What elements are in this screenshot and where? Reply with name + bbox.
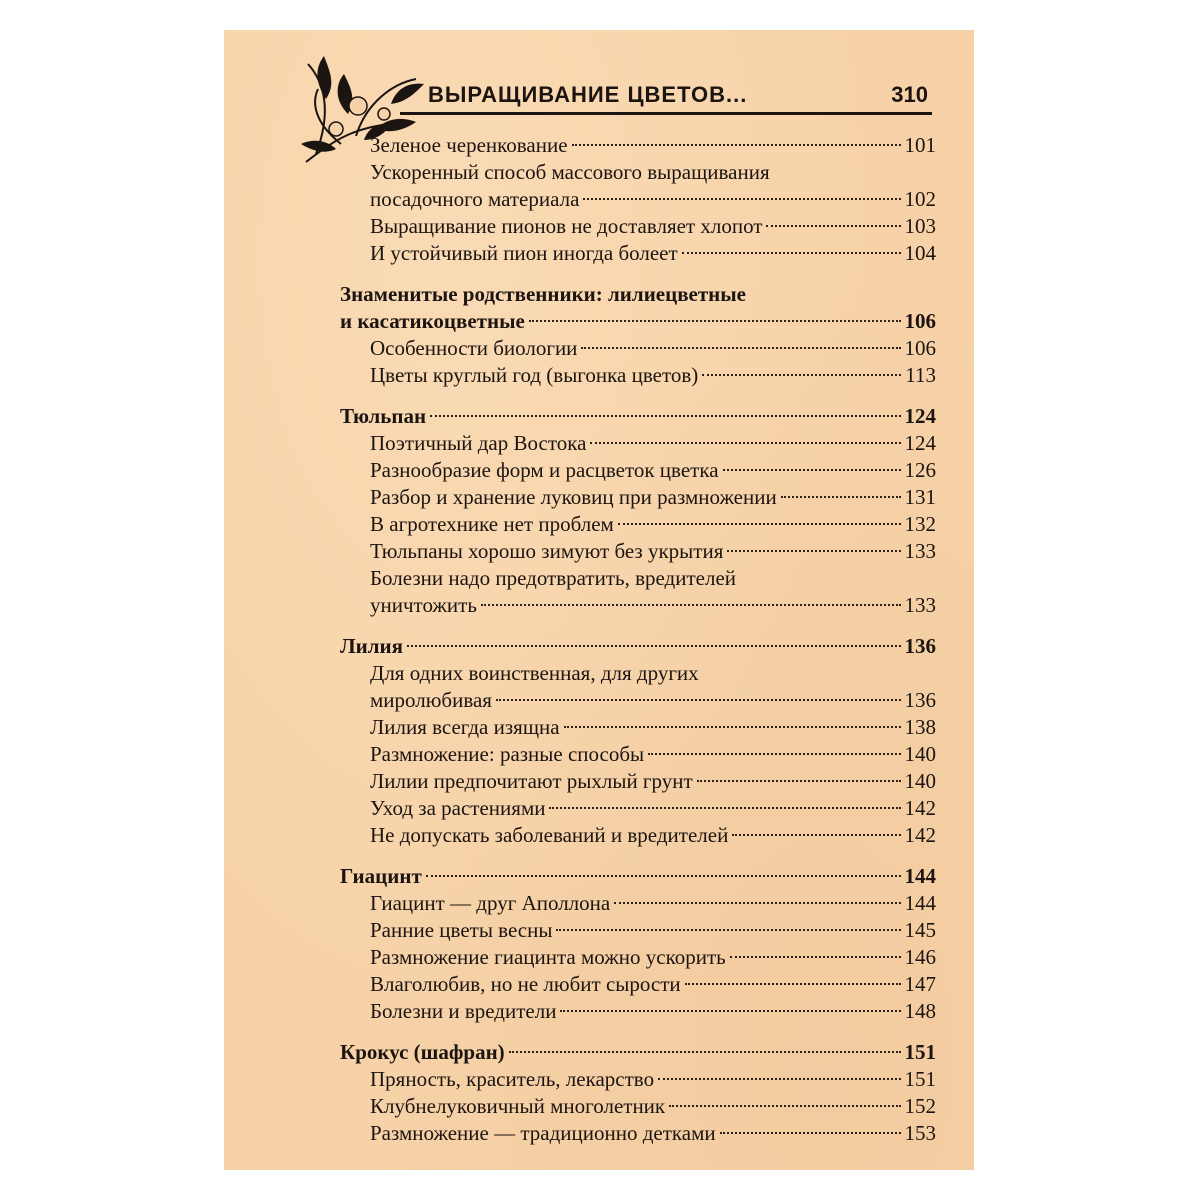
- toc-entry-title: Болезни и вредители: [370, 999, 557, 1023]
- toc-subsection-entry: [340, 511, 936, 538]
- dot-leader: [549, 807, 900, 809]
- toc-page-number: 142: [904, 823, 936, 847]
- toc-subsection-entry: [340, 768, 936, 795]
- toc-entry-title-line: Знаменитые родственники: лилиецветные: [340, 282, 747, 306]
- toc-page-number: 102: [904, 187, 936, 211]
- toc-subsection-entry: [340, 944, 936, 971]
- toc-page-number: 151: [904, 1067, 936, 1091]
- toc-subsection-entry: [340, 538, 936, 565]
- dot-leader: [572, 144, 901, 146]
- toc-entry-title-line: Болезни надо предотвратить, вредителей: [370, 566, 737, 590]
- toc-entry-title: Крокус (шафран): [340, 1040, 505, 1064]
- toc-entry-title: Гиацинт — друг Аполлона: [370, 891, 611, 915]
- running-title: ВЫРАЩИВАНИЕ ЦВЕТОВ...: [428, 82, 748, 107]
- toc-section-entry: [340, 863, 936, 890]
- dot-leader: [564, 726, 901, 728]
- dot-leader: [658, 1078, 900, 1080]
- dot-leader: [781, 496, 901, 498]
- dot-leader: [496, 699, 901, 701]
- toc-page-number: 153: [904, 1121, 936, 1145]
- dot-leader: [682, 252, 901, 254]
- toc-entry-title: Особенности биологии: [370, 336, 578, 360]
- toc-entry-title: и касатикоцветные: [340, 309, 525, 333]
- toc-subsection-entry: [340, 795, 936, 822]
- toc-entry-title: Поэтичный дар Востока: [370, 431, 587, 455]
- toc-page-number: 136: [904, 688, 936, 712]
- toc-page-number: 106: [904, 336, 936, 360]
- toc-entry-title: Лилия всегда изящна: [370, 715, 560, 739]
- dot-leader: [407, 645, 901, 647]
- toc-subsection-entry: [340, 1066, 936, 1093]
- toc-page-number: 103: [904, 214, 936, 238]
- toc-entry-title-line: Для одних воинственная, для других: [370, 661, 699, 685]
- toc-entry-title: Зеленое черенкование: [370, 133, 568, 157]
- toc-page-number: 136: [904, 634, 936, 658]
- toc-subsection-entry: [340, 430, 936, 457]
- toc-entry-title-line: Ускоренный способ массового выращивания: [370, 160, 770, 184]
- toc-page-number: 140: [904, 742, 936, 766]
- toc-subsection-entry: [340, 1120, 936, 1147]
- dot-leader: [697, 780, 901, 782]
- page-number: 310: [891, 82, 928, 107]
- dot-leader: [481, 604, 901, 606]
- toc-subsection-entry: [340, 822, 936, 849]
- toc-entry-title: Тюльпаны хорошо зимуют без укрытия: [370, 539, 724, 563]
- toc-page-number: 138: [904, 715, 936, 739]
- dot-leader: [669, 1105, 900, 1107]
- toc-subsection-entry: [340, 362, 936, 389]
- dot-leader: [581, 347, 900, 349]
- toc-page-number: 146: [904, 945, 936, 969]
- dot-leader: [556, 929, 900, 931]
- toc-entry-title: Размножение — традиционно детками: [370, 1121, 716, 1145]
- toc-entry-title: Выращивание пионов не доставляет хлопот: [370, 214, 763, 238]
- toc-entry-title: И устойчивый пион иногда болеет: [370, 241, 678, 265]
- toc-entry-title: В агротехнике нет проблем: [370, 512, 614, 536]
- toc-subsection-entry: [340, 741, 936, 768]
- toc-entry-title: Не допускать заболеваний и вредителей: [370, 823, 729, 847]
- toc-page-number: 140: [904, 769, 936, 793]
- toc-subsection-entry: [340, 240, 936, 267]
- dot-leader: [685, 983, 901, 985]
- toc-entry-title: Клубнелуковичный многолетник: [370, 1094, 666, 1118]
- toc-entry-title: Лилия: [340, 634, 403, 658]
- toc-page-number: 144: [904, 891, 936, 915]
- dot-leader: [614, 902, 900, 904]
- toc-subsection-entry: [340, 917, 936, 944]
- toc-entry-title: Ранние цветы весны: [370, 918, 553, 942]
- dot-leader: [583, 198, 900, 200]
- dot-leader: [509, 1051, 901, 1053]
- toc-subsection-entry: [340, 890, 936, 917]
- toc-entry-title: Уход за растениями: [370, 796, 546, 820]
- toc-subsection-entry: [340, 660, 936, 714]
- header-rule: [400, 112, 932, 115]
- toc-subsection-entry: [340, 132, 936, 159]
- toc-section-entry: [340, 1039, 936, 1066]
- toc-subsection-entry: [340, 159, 936, 213]
- toc-page-number: 151: [904, 1040, 936, 1064]
- toc-entry-title: Цветы круглый год (выгонка цветов): [370, 363, 699, 387]
- toc-subsection-entry: [340, 457, 936, 484]
- dot-leader: [720, 1132, 901, 1134]
- toc-page-number: 106: [904, 309, 936, 333]
- dot-leader: [426, 875, 901, 877]
- dot-leader: [529, 320, 901, 322]
- toc-subsection-entry: [340, 565, 936, 619]
- dot-leader: [723, 469, 901, 471]
- dot-leader: [618, 523, 901, 525]
- toc-entry-title: Влаголюбив, но не любит сырости: [370, 972, 681, 996]
- toc-page-number: 152: [904, 1094, 936, 1118]
- toc-page-number: 124: [904, 404, 936, 428]
- toc-subsection-entry: [340, 714, 936, 741]
- toc-page-number: 133: [904, 593, 936, 617]
- toc-entry-title: Гиацинт: [340, 864, 422, 888]
- toc-page-number: 145: [904, 918, 936, 942]
- toc-page-number: 147: [904, 972, 936, 996]
- dot-leader: [648, 753, 900, 755]
- toc-page-number: 126: [904, 458, 936, 482]
- toc-entry-title: Разбор и хранение луковиц при размножении: [370, 485, 777, 509]
- toc-page-number: 133: [904, 539, 936, 563]
- dot-leader: [730, 956, 901, 958]
- toc-subsection-entry: [340, 998, 936, 1025]
- dot-leader: [727, 550, 900, 552]
- toc-entry-title: уничтожить: [370, 593, 477, 617]
- dot-leader: [766, 225, 900, 227]
- toc-entry-title: Размножение: разные способы: [370, 742, 645, 766]
- toc-page-number: 113: [905, 363, 936, 387]
- toc-page-number: 124: [904, 431, 936, 455]
- toc-entry-title: посадочного материала: [370, 187, 580, 211]
- toc-entry-title: Размножение гиацинта можно ускорить: [370, 945, 726, 969]
- toc-page-number: 104: [904, 241, 936, 265]
- table-of-contents: [340, 132, 936, 1147]
- toc-subsection-entry: [340, 971, 936, 998]
- toc-page-number: 132: [904, 512, 936, 536]
- toc-section-entry: [340, 633, 936, 660]
- toc-page-number: 144: [904, 864, 936, 888]
- toc-entry-title: Разнообразие форм и расцветок цветка: [370, 458, 719, 482]
- toc-entry-title: Тюльпан: [340, 404, 427, 428]
- toc-entry-title: Пряность, краситель, лекарство: [370, 1067, 655, 1091]
- toc-page-number: 131: [904, 485, 936, 509]
- toc-entry-title: миролюбивая: [370, 688, 492, 712]
- dot-leader: [430, 415, 900, 417]
- toc-subsection-entry: [340, 484, 936, 511]
- dot-leader: [702, 374, 901, 376]
- toc-page-number: 142: [904, 796, 936, 820]
- dot-leader: [732, 834, 900, 836]
- toc-page-number: 148: [904, 999, 936, 1023]
- toc-section-entry: [340, 281, 936, 335]
- toc-section-entry: [340, 403, 936, 430]
- toc-page-number: 101: [904, 133, 936, 157]
- dot-leader: [560, 1010, 900, 1012]
- dot-leader: [590, 442, 900, 444]
- toc-subsection-entry: [340, 335, 936, 362]
- toc-entry-title: Лилии предпочитают рыхлый грунт: [370, 769, 693, 793]
- toc-subsection-entry: [340, 213, 936, 240]
- toc-subsection-entry: [340, 1093, 936, 1120]
